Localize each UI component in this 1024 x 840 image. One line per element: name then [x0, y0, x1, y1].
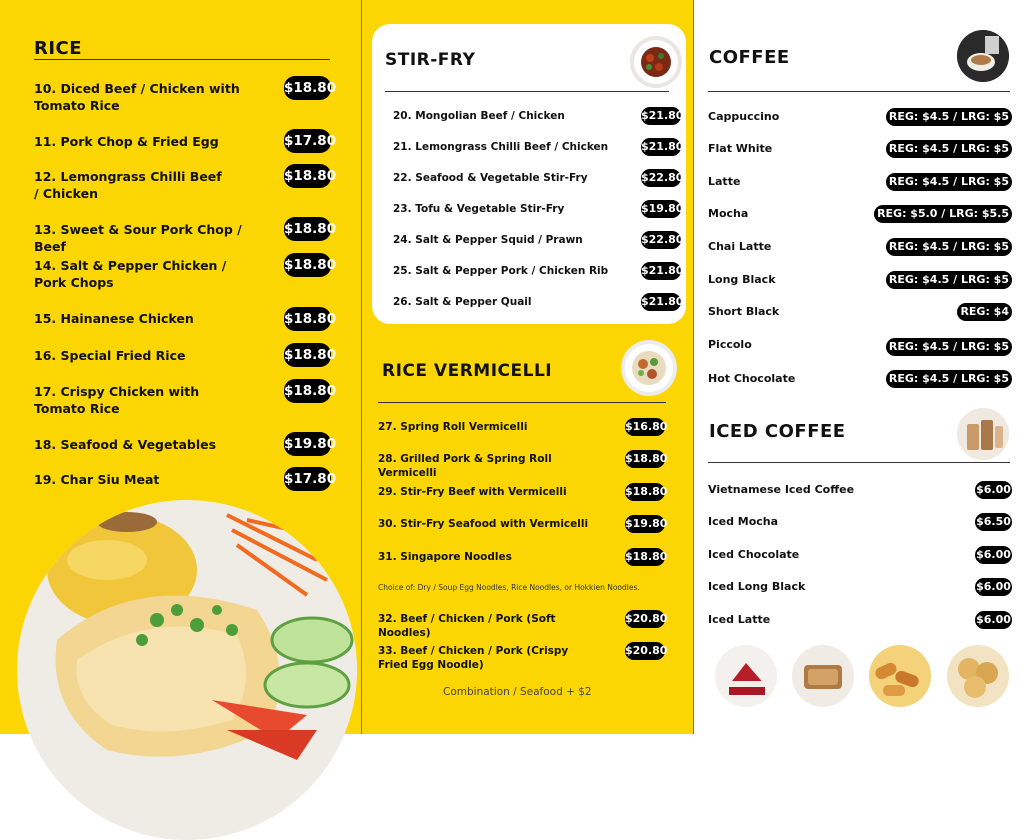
rice-item-name: 16. Special Fried Rice	[34, 348, 186, 363]
iced-coffee-photo	[957, 408, 1009, 460]
iced-item-name: Iced Chocolate	[708, 548, 800, 561]
iced-item-price: $6.00	[975, 481, 1012, 499]
rice-item-name: 14. Salt & Pepper Chicken / Pork Chops	[34, 258, 227, 290]
rice-item-price: $17.80	[284, 467, 331, 491]
rice-item-name: 12. Lemongrass Chilli Beef / Chicken	[34, 169, 222, 201]
coffee-item-name: Long Black	[708, 273, 776, 286]
stirfry-item-name: 20. Mongolian Beef / Chicken	[393, 110, 565, 122]
coffee-item-name: Hot Chocolate	[708, 372, 796, 385]
pastry-roll-illustration	[869, 645, 931, 707]
pastry-photo	[947, 645, 1009, 707]
stirfry-item-price: $22.80	[641, 169, 681, 187]
vermicelli-item-name: 29. Stir-Fry Beef with Vermicelli	[378, 486, 567, 498]
stirfry-divider	[385, 91, 669, 92]
iced-item-price: $6.00	[975, 611, 1012, 629]
iced-item-name: Iced Mocha	[708, 515, 779, 528]
coffee-item-price: REG: $4.5 / LRG: $5	[886, 108, 1012, 126]
iced-item-name: Iced Long Black	[708, 580, 806, 593]
vermicelli-item-name: 30. Stir-Fry Seafood with Vermicelli	[378, 518, 589, 530]
bread-illustration	[792, 645, 854, 707]
noodle-choice-note: Choice of: Dry / Soup Egg Noodles, Rice Noodles, or Hokkien Noodles.	[378, 583, 640, 592]
coffee-item-price: REG: $4	[957, 303, 1012, 321]
coffee-photo	[957, 30, 1009, 82]
coffee-item-price: REG: $4.5 / LRG: $5	[886, 338, 1012, 356]
vermicelli-illustration	[621, 340, 677, 396]
coffee-item-price: REG: $4.5 / LRG: $5	[886, 238, 1012, 256]
stirfry-item-name: 21. Lemongrass Chilli Beef / Chicken	[393, 141, 609, 153]
cake-illustration	[715, 645, 777, 707]
coffee-title: COFFEE	[709, 47, 790, 68]
rice-item-name: 19. Char Siu Meat	[34, 472, 160, 487]
iced-item-price: $6.00	[975, 578, 1012, 596]
coffee-item-price: REG: $5.0 / LRG: $5.5	[874, 205, 1012, 223]
rice-column	[0, 0, 361, 734]
noodle-item-price: $20.80	[625, 642, 665, 660]
red-velvet-cake-photo	[715, 645, 777, 707]
drinks-column	[694, 0, 1024, 734]
coffee-cup-illustration	[957, 30, 1009, 82]
iced-item-price: $6.50	[975, 513, 1012, 531]
vermicelli-divider	[378, 402, 666, 403]
stirfry-photo	[630, 36, 682, 88]
coffee-item-name: Short Black	[708, 305, 780, 318]
noodle-item-name: 32. Beef / Chicken / Pork (Soft Noodles)	[378, 613, 556, 639]
stirfry-item-price: $21.80	[641, 107, 681, 125]
coffee-item-name: Chai Latte	[708, 240, 772, 253]
stirfry-card	[372, 24, 686, 324]
coffee-item-name: Latte	[708, 175, 741, 188]
stirfry-item-name: 25. Salt & Pepper Pork / Chicken Rib	[393, 265, 609, 277]
stirfry-item-price: $21.80	[641, 262, 681, 280]
coffee-item-price: REG: $4.5 / LRG: $5	[886, 140, 1012, 158]
coffee-item-name: Mocha	[708, 207, 749, 220]
pastry-illustration	[947, 645, 1009, 707]
coffee-item-price: REG: $4.5 / LRG: $5	[886, 173, 1012, 191]
noodle-item-price: $20.80	[625, 610, 665, 628]
vermicelli-item-name: 27. Spring Roll Vermicelli	[378, 421, 528, 433]
coffee-item-name: Piccolo	[708, 338, 752, 351]
iced-item-name: Vietnamese Iced Coffee	[708, 483, 855, 496]
rice-divider	[34, 59, 330, 60]
rice-item-name: 11. Pork Chop & Fried Egg	[34, 134, 219, 149]
rice-item-price: $18.80	[284, 253, 331, 277]
vermicelli-title: RICE VERMICELLI	[382, 361, 553, 381]
stirfry-item-name: 22. Seafood & Vegetable Stir-Fry	[393, 172, 588, 184]
rice-title: RICE	[34, 38, 83, 59]
rice-item-price: $18.80	[284, 307, 331, 331]
vermicelli-item-price: $18.80	[625, 483, 665, 501]
rice-item-price: $18.80	[284, 76, 331, 100]
vermicelli-item-price: $16.80	[625, 418, 665, 436]
vermicelli-item-name: 31. Singapore Noodles	[378, 551, 512, 563]
vermicelli-item-price: $18.80	[625, 548, 665, 566]
rice-item-price: $18.80	[284, 164, 331, 188]
rice-item-name: 17. Crispy Chicken with Tomato Rice	[34, 384, 200, 416]
stirfry-illustration	[630, 36, 682, 88]
rice-item-name: 18. Seafood & Vegetables	[34, 437, 217, 452]
vermicelli-photo	[621, 340, 677, 396]
chicken-rice-illustration	[17, 500, 357, 840]
iced-item-name: Iced Latte	[708, 613, 771, 626]
coffee-item-price: REG: $4.5 / LRG: $5	[886, 271, 1012, 289]
chicken-rice-photo	[17, 500, 357, 840]
rice-item-price: $19.80	[284, 432, 331, 456]
stirfry-item-price: $19.80	[641, 200, 681, 218]
combination-note: Combination / Seafood + $2	[443, 686, 592, 698]
coffee-divider	[708, 91, 1010, 92]
stirfry-item-price: $22.80	[641, 231, 681, 249]
noodle-item-name: 33. Beef / Chicken / Pork (Crispy Fried Egg Noodle)	[378, 645, 569, 671]
rice-item-name: 13. Sweet & Sour Pork Chop / Beef	[34, 222, 242, 254]
noodles-column	[361, 0, 694, 734]
vermicelli-item-price: $19.80	[625, 515, 665, 533]
stirfry-title: STIR-FRY	[385, 50, 476, 70]
stirfry-item-price: $21.80	[641, 138, 681, 156]
rice-item-price: $18.80	[284, 217, 331, 241]
rice-item-name: 10. Diced Beef / Chicken with Tomato Rice	[34, 81, 240, 113]
iced-coffee-illustration	[957, 408, 1009, 460]
iced-coffee-divider	[708, 462, 1010, 463]
stirfry-item-price: $21.80	[641, 293, 681, 311]
rice-item-price: $17.80	[284, 129, 331, 153]
coffee-item-price: REG: $4.5 / LRG: $5	[886, 370, 1012, 388]
vermicelli-item-name: 28. Grilled Pork & Spring Roll Vermicelli	[378, 453, 552, 479]
stirfry-item-name: 26. Salt & Pepper Quail	[393, 296, 532, 308]
stirfry-item-name: 24. Salt & Pepper Squid / Prawn	[393, 234, 583, 246]
vermicelli-item-price: $18.80	[625, 450, 665, 468]
banana-bread-photo	[792, 645, 854, 707]
rice-item-price: $18.80	[284, 343, 331, 367]
coffee-item-name: Cappuccino	[708, 110, 780, 123]
stirfry-item-name: 23. Tofu & Vegetable Stir-Fry	[393, 203, 565, 215]
rice-item-price: $18.80	[284, 379, 331, 403]
coffee-item-name: Flat White	[708, 142, 773, 155]
rice-item-name: 15. Hainanese Chicken	[34, 311, 194, 326]
sausage-roll-photo	[869, 645, 931, 707]
iced-item-price: $6.00	[975, 546, 1012, 564]
iced-coffee-title: ICED COFFEE	[709, 421, 846, 442]
